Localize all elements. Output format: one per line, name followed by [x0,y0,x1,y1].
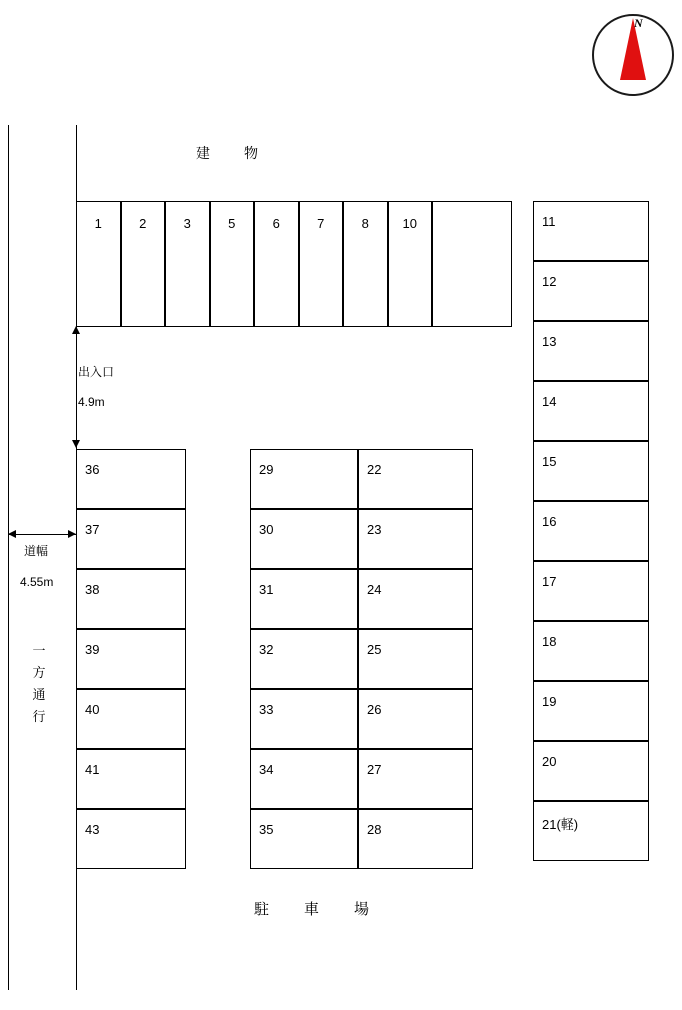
parking-stall[interactable] [250,509,358,569]
stall-number: 27 [367,762,382,777]
parking-stall[interactable] [358,449,473,509]
parking-stall[interactable] [299,201,344,327]
stall-number: 6 [272,216,280,231]
arrow-head-up-icon [72,326,80,334]
parking-stall[interactable] [76,689,186,749]
stall-number: 12 [542,274,557,289]
parking-stall[interactable] [76,629,186,689]
stall-number: 15 [542,454,557,469]
stall-number: 38 [85,582,100,597]
stall-number: 22 [367,462,382,477]
stall-number: 7 [317,216,325,231]
parking-stall[interactable] [533,621,649,681]
stall-number: 21(軽) [542,817,579,832]
road-width-value-label: 4.55m [20,575,54,589]
parking-stall[interactable] [533,201,649,261]
stall-number: 29 [259,462,274,477]
stall-number: 18 [542,634,557,649]
arrow-head-down-icon [72,440,80,448]
parking-stall[interactable] [250,749,358,809]
parking-stall[interactable] [76,449,186,509]
stall-number: 24 [367,582,382,597]
parking-stall[interactable] [250,569,358,629]
parking-stall[interactable] [210,201,255,327]
stall-number: 36 [85,462,100,477]
stall-number: 10 [402,216,417,231]
compass-north-label: N [634,16,643,30]
parking-stall[interactable] [533,261,649,321]
parking-stall[interactable] [533,381,649,441]
stall-number: 13 [542,334,557,349]
parking-label: 駐 車 場 [254,901,380,918]
road-width-label: 道幅 [24,544,49,558]
parking-stall[interactable] [76,569,186,629]
arrow-head-right-icon [68,530,76,538]
stall-number: 43 [85,822,100,837]
parking-stall[interactable] [533,741,649,801]
road-width-dimension-arrow [8,534,76,535]
parking-stall[interactable] [533,801,649,861]
parking-stall[interactable] [165,201,210,327]
parking-stall[interactable] [76,509,186,569]
parking-strip-end [432,201,512,327]
stall-number: 1 [94,216,102,231]
arrow-head-left-icon [8,530,16,538]
stall-number: 33 [259,702,274,717]
parking-stall[interactable] [358,809,473,869]
parking-stall[interactable] [121,201,166,327]
parking-stall[interactable] [250,629,358,689]
stall-number: 17 [542,574,557,589]
stall-number: 14 [542,394,557,409]
parking-stall[interactable] [533,441,649,501]
parking-stall[interactable] [358,689,473,749]
parking-stall[interactable] [358,749,473,809]
stall-number: 28 [367,822,382,837]
stall-number: 3 [183,216,191,231]
entrance-dimension-arrow [76,326,77,448]
one-way-label: 一方通行 [32,643,46,724]
parking-stall[interactable] [358,509,473,569]
stall-number: 11 [542,214,556,229]
stall-number: 30 [259,522,274,537]
stall-number: 41 [85,762,100,777]
parking-stall[interactable] [358,629,473,689]
stall-number: 31 [259,582,274,597]
stall-number: 16 [542,514,557,529]
building-label: 建 物 [196,145,268,161]
stall-number: 5 [228,216,236,231]
stall-number: 20 [542,754,557,769]
stall-number: 23 [367,522,382,537]
parking-stall[interactable] [358,569,473,629]
parking-stall[interactable] [533,681,649,741]
parking-stall[interactable] [76,809,186,869]
parking-stall[interactable] [533,561,649,621]
entrance-width-label: 4.9m [78,395,105,409]
entrance-label: 出入口 [78,365,115,379]
compass-rose [592,6,676,106]
stall-number: 39 [85,642,100,657]
parking-stall[interactable] [76,201,121,327]
stall-number: 2 [139,216,147,231]
stall-number: 26 [367,702,382,717]
parking-stall[interactable] [388,201,433,327]
parking-stall[interactable] [343,201,388,327]
stall-number: 32 [259,642,274,657]
parking-stall[interactable] [533,321,649,381]
parking-stall[interactable] [76,749,186,809]
stall-number: 25 [367,642,382,657]
stall-number: 37 [85,522,100,537]
parking-stall[interactable] [254,201,299,327]
parking-stall[interactable] [533,501,649,561]
road-outer-line [8,125,9,990]
parking-stall[interactable] [250,449,358,509]
parking-stall[interactable] [250,689,358,749]
stall-number: 8 [361,216,369,231]
stall-number: 34 [259,762,274,777]
stall-number: 19 [542,694,557,709]
parking-stall[interactable] [250,809,358,869]
stall-number: 40 [85,702,100,717]
stall-number: 35 [259,822,274,837]
